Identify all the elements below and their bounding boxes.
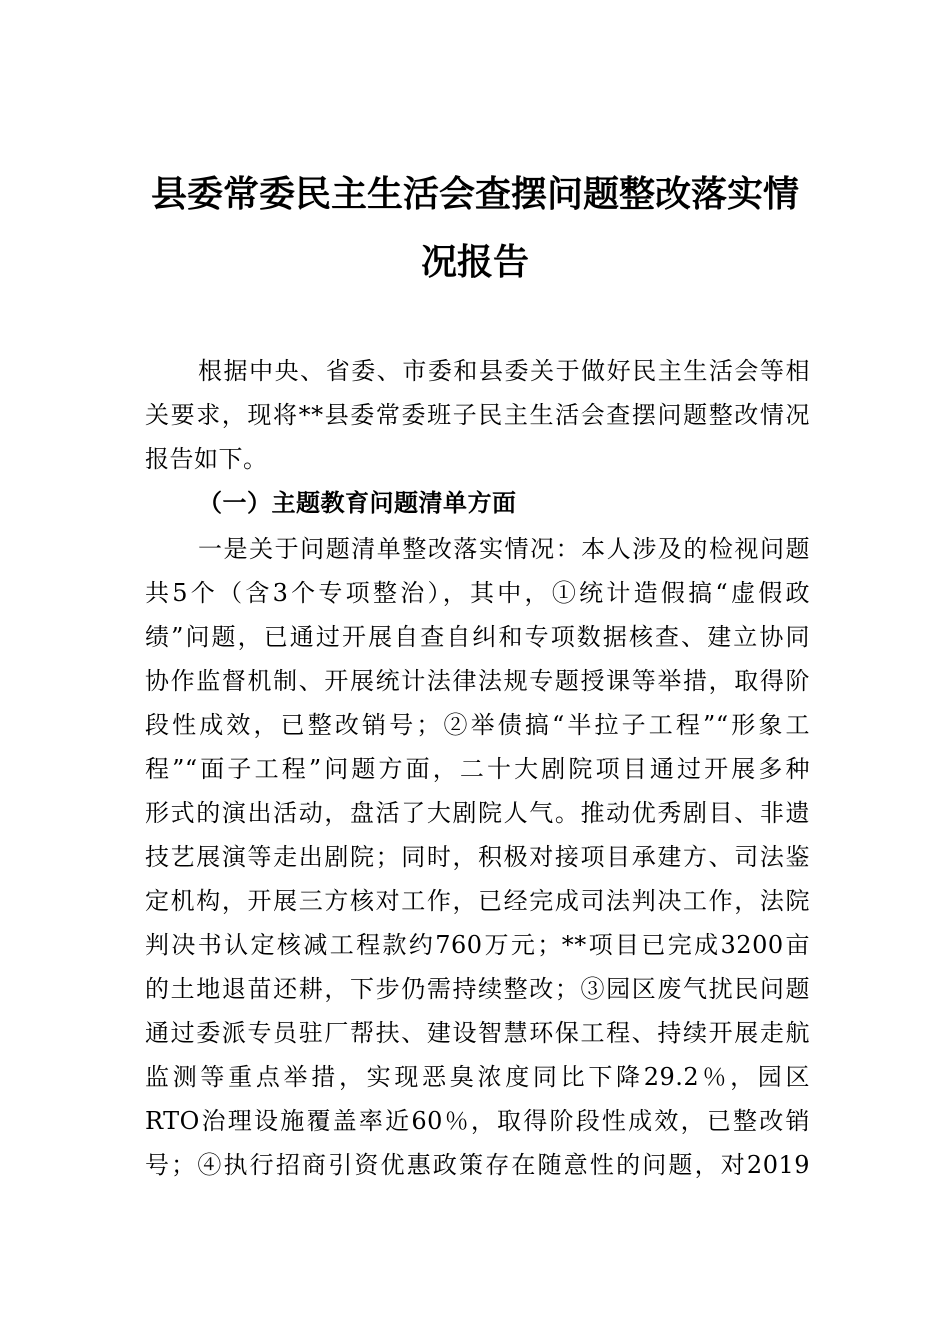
paragraph-line-13: 监测等重点举措，实现恶臭浓度同比下降29.2％，园区 <box>145 1063 810 1091</box>
paragraph-line-5: 段性成效，已整改销号；②举债搞“半拉子工程”“形象工 <box>145 711 810 739</box>
document-title-line-1: 县委常委民主生活会查摆问题整改落实情 <box>150 173 799 215</box>
paragraph-line-8: 技艺展演等走出剧院；同时，积极对接项目承建方、司法鉴 <box>145 843 810 871</box>
paragraph-line-11: 的土地退苗还耕，下步仍需持续整改；③园区废气扰民问题 <box>145 975 810 1003</box>
paragraph-line-10: 判决书认定核减工程款约760万元；**项目已完成3200亩 <box>145 931 810 959</box>
document-title-line-2: 况报告 <box>420 241 529 283</box>
paragraph-line-2: 共5个（含3个专项整治），其中，①统计造假搞“虚假政 <box>145 579 810 607</box>
paragraph-line-14: RTO治理设施覆盖率近60％，取得阶段性成效，已整改销 <box>145 1107 810 1135</box>
paragraph-line-15: 号；④执行招商引资优惠政策存在随意性的问题，对2019 <box>145 1151 810 1179</box>
paragraph-line-12: 通过委派专员驻厂帮扶、建设智慧环保工程、持续开展走航 <box>145 1019 810 1047</box>
paragraph-line-4: 协作监督机制、开展统计法律法规专题授课等举措，取得阶 <box>145 667 810 695</box>
intro-line-2: 关要求，现将**县委常委班子民主生活会查摆问题整改情况 <box>145 401 810 429</box>
paragraph-line-9: 定机构，开展三方核对工作，已经完成司法判决工作，法院 <box>145 887 810 915</box>
paragraph-line-3: 绩”问题，已通过开展自查自纠和专项数据核查、建立协同 <box>145 623 810 651</box>
intro-line-1: 根据中央、省委、市委和县委关于做好民主生活会等相 <box>198 357 810 385</box>
intro-line-3: 报告如下。 <box>145 445 268 473</box>
section-heading: （一）主题教育问题清单方面 <box>198 488 517 517</box>
paragraph-line-7: 形式的演出活动，盘活了大剧院人气。推动优秀剧目、非遗 <box>145 799 810 827</box>
paragraph-line-1: 一是关于问题清单整改落实情况：本人涉及的检视问题 <box>198 535 810 563</box>
paragraph-line-6: 程”“面子工程”问题方面，二十大剧院项目通过开展多种 <box>145 755 810 783</box>
